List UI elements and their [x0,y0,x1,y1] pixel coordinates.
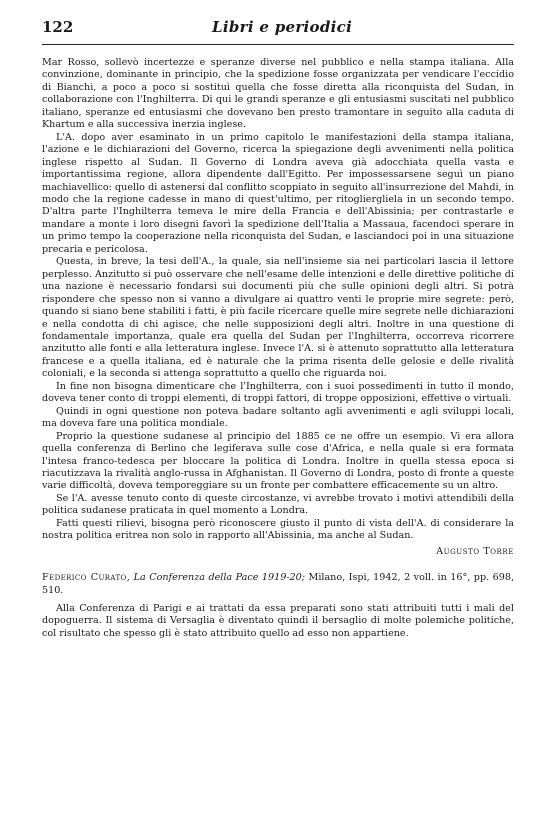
book-citation [42,572,514,597]
page-header [42,18,514,45]
paragraph: Questa, in breve, la tesi dell'A., la quale, sia nell'insieme sia nei particolari lascia il lettore perplesso. Anzitutto si può osservare che nell'esame delle intenzioni e delle direttive politiche di una nazione è necessario fondarsi sui documenti più che sulle opinioni degli altri. Si potrà rispondere che spesso non si vanno a divulgare ai quattro venti le proprie mire segrete: però, quando si siano bene stabiliti i fatti, è più facile ricercare quelle mire segrete nelle dichiarazioni e nella condotta di chi agisce, che nelle supposizioni degli altri. Inoltre in una questione di fondamentale importanza, quale era quella del Sudan per l'Inghilterra, occorreva ricorrere anzitutto alle fonti e alla letteratura inglese. Invece l'A. si è attenuto soprattutto alla letteratura francese e a quella italiana, ed è naturale che la prima risenta delle gelosie e delle rivalità coloniali, e la seconda si attenga soprattutto a quello che riguarda noi. [42,256,514,380]
page-number: 122 [42,18,74,36]
paragraph: L'A. dopo aver esaminato in un primo capitolo le manifestazioni della stampa italiana, l'azione e le dichiarazioni del Governo, ricerca la spiegazione degli avvenimenti nella politica inglese rispetto al Sudan. Il Governo di Londra aveva già adocchiata quella vasta e importantissima regione, allora dipendente dall'Egitto. Per impossessarsene seguì un piano machiavellico: quello di astenersi dal conflitto scoppiato in seguito all'insurrezione del Mahdi, in modo che la regione cadesse in mano di quest'ultimo, per ritogliergliela in un secondo tempo. D'altra parte l'Inghilterra temeva le mire della Francia e dell'Abissinia; per contrastarle e mandare a monte i loro disegni favorì la spedizione dell'Italia a Massaua, facendoci sperare in un primo tempo la cooperazione nella riconquista del Sudan, e lasciandoci poi in una situazione precaria e pericolosa. [42,131,514,255]
review-body-2 [42,603,514,640]
reviewer-signature: Augusto Torre [436,545,514,557]
paragraph: Quindi in ogni questione non poteva badare soltanto agli avvenimenti e agli sviluppi locali, ma doveva fare una politica mondiale. [42,405,514,430]
paragraph: Alla Conferenza di Parigi e ai trattati da essa preparati sono stati attribuiti tutti i mali del dopoguerra. Il sistema di Versaglia è diventato quindi il bersaglio di molte polemiche politiche, col risultato che spesso gli è stato attribuito quello ad esso non appartiene. [42,603,514,639]
book-details: Milano, Ispi, 1942, 2 voll. in 16°, pp. 698, 510. [42,572,514,596]
paragraph: Fatti questi rilievi, bisogna però riconoscere giusto il punto di vista dell'A. di considerare la nostra politica eritrea non solo in rapporto all'Abissinia, ma anche al Sudan. [42,517,514,542]
review-body [42,57,514,558]
book-title: La Conferenza della Pace 1919-20; [133,572,305,584]
paragraph: In fine non bisogna dimenticare che l'Inghilterra, con i suoi possedimenti in tutto il mondo, doveva tener conto di troppi elementi, di troppi fattori, di troppe opposizioni, effettive o virtuali. [42,380,514,405]
book-author: Federico Curato, [42,572,131,584]
paragraph: Mar Rosso, sollevò incertezze e speranze diverse nel pubblico e nella stampa italiana. Alla convinzione, dominante in principio, che la spedizione fosse organizzata per vendicare l'eccidio di Bianchi, a poco a poco si sostituì quella che fosse diretta alla riconquista del Sudan, in collaborazione con l'Inghilterra. Di qui le grandi speranze e gli entusiasmi suscitati nel pubblico italiano, speranze ed entusiasmi che dovevano ben presto tramontare in seguito alla caduta di Khartum e alla successiva inerzia inglese. [42,57,514,131]
paragraph: Proprio la questione sudanese al principio del 1885 ce ne offre un esempio. Vi era allora quella conferenza di Berlino che legiferava sulle cose d'Africa, e nella quale si era formata l'intesa franco-tedesca per bloccare la politica di Londra. Inoltre in quella stessa epoca si riacutizzava la rivalità anglo-russa in Afghanistan. Il Governo di Londra, posto di fronte a queste varie difficoltà, doveva temporeggiare su un fronte per combattere efficacemente su un altro. [42,430,514,492]
running-head: Libri e periodici [212,18,353,36]
paragraph: Se l'A. avesse tenuto conto di queste circostanze, vi avrebbe trovato i motivi attendibili della politica sudanese praticata in quel momento a Londra. [42,492,514,517]
